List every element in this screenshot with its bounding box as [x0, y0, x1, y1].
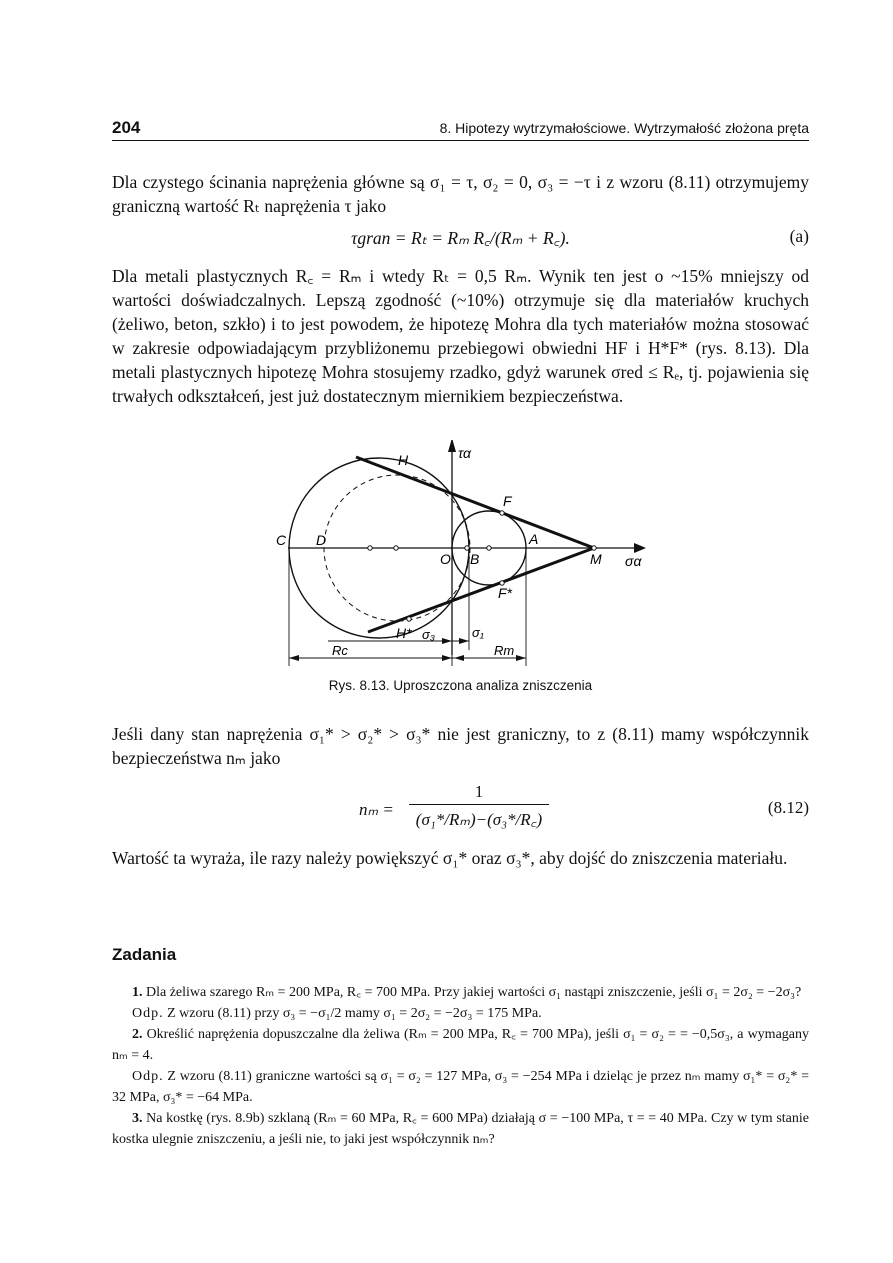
task-2-answer-label: Odp.: [132, 1069, 164, 1084]
equation-8-12-fraction: [409, 782, 549, 830]
label-F: F: [503, 493, 512, 509]
paragraph-4-text: Wartość ta wyraża, ile razy należy powiększyć σ₁* oraz σ₃*, aby dojść do zniszczenia materiału.: [112, 848, 788, 868]
task-3-text: Na kostkę (rys. 8.9b) szklaną (Rₘ = 60 MPa, R꜀ = 600 MPa) działają σ = −100 MPa, τ = = 40 MPa. Czy w tym stanie kostka ulegnie zniszczeniu, a jeśli nie, to jaki jest współczynnik nₘ?: [112, 1111, 809, 1147]
paragraph-1: [112, 170, 809, 218]
tasks-heading: Zadania: [112, 945, 177, 964]
dim-sigma1-arrow: [459, 638, 469, 644]
label-F-star: F*: [498, 585, 512, 601]
equation-8-12-label: (8.12): [767, 798, 809, 817]
task-1-answer: [112, 1003, 809, 1024]
label-tau: τα: [458, 445, 472, 461]
task-3-num: 3.: [132, 1111, 143, 1126]
chapter-title: 8. Hipotezy wytrzymałościowe. Wytrzymałość złożona pręta: [439, 120, 809, 136]
label-M: M: [590, 551, 602, 567]
point-center-2: [394, 546, 398, 550]
sigma-axis-arrow: [634, 543, 646, 553]
paragraph-2: [112, 264, 809, 408]
envelope-upper: [356, 457, 594, 548]
page-number: 204: [112, 118, 141, 137]
dim-sigma3-arrow: [442, 638, 452, 644]
dim-Rm-arrow-left: [454, 655, 464, 661]
label-C: C: [276, 532, 287, 548]
point-F: [500, 511, 504, 515]
task-3: [112, 1108, 809, 1150]
label-D: D: [316, 532, 327, 548]
label-H: H: [398, 452, 409, 468]
point-center-3: [487, 546, 491, 550]
label-sigma1: σ₁: [472, 625, 484, 640]
task-1-num: 1.: [132, 985, 143, 1000]
label-O: O: [440, 551, 451, 567]
paragraph-4: [112, 846, 809, 870]
equation-8-12-denominator: (σ₁*/Rₘ)−(σ₃*/R꜀): [415, 810, 543, 829]
point-H-star: [407, 617, 411, 621]
point-center: [368, 546, 372, 550]
task-2-num: 2.: [132, 1027, 143, 1042]
tasks-list: [112, 982, 809, 1150]
label-B: B: [470, 551, 480, 567]
dim-Rc-arrow-left: [289, 655, 299, 661]
equation-8-12: [112, 782, 809, 842]
mohr-diagram: [272, 440, 692, 672]
task-1-answer-label: Odp.: [132, 1006, 164, 1021]
label-A: A: [529, 531, 539, 547]
equation-8-12-lhs: nₘ =: [359, 800, 394, 819]
figure-mohr-circles: [272, 440, 692, 677]
task-2: [112, 1024, 809, 1066]
tau-axis-arrow: [448, 440, 456, 452]
point-M: [592, 546, 596, 550]
paragraph-1-text: Dla czystego ścinania naprężenia główne są σ₁ = τ, σ₂ = 0, σ₃ = −τ i z wzoru (8.11) otrzymujemy graniczną wartość Rₜ naprężenia τ jako: [112, 172, 809, 216]
task-1-text: Dla żeliwa szarego Rₘ = 200 MPa, R꜀ = 700 MPa. Przy jakiej wartości σ₁ nastąpi zniszczenie, jeśli σ₁ = 2σ₂ = −2σ₃?: [146, 985, 802, 1000]
equation-a: [112, 226, 809, 252]
running-header: [112, 118, 809, 141]
equation-a-label: (a): [789, 226, 809, 246]
paragraph-2-text: Dla metali plastycznych R꜀ = Rₘ i wtedy Rₜ = 0,5 Rₘ. Wynik ten jest o ~15% mniejszy od wartości doświadczalnych. Lepszą zgodność (~10%) otrzymuje się dla materiałów kruchych (żeliwo, beton, szkło) i to jest powodem, że hipotezę Mohra dla tych materiałów można stosować w zakresie odpowiadającym przybliżonemu przebiegowi obwiedni HF i H*F* (rys. 8.13). Dla metali plastycznych hipotezę Mohra stosujemy rzadko, gdyż warunek σred ≤ Rₑ, tj. pojawienia się trwałych odkształceń, jest już dostatecznym miernikiem bezpieczeństwa.: [112, 266, 809, 406]
equation-a-formula: τgran = Rₜ = Rₘ R꜀/(Rₘ + R꜀).: [351, 228, 570, 248]
label-sigma: σα: [625, 553, 642, 569]
label-Rc: Rc: [332, 643, 348, 658]
label-Rm: Rm: [494, 643, 515, 658]
task-1: [112, 982, 809, 1003]
task-2-answer-text: Z wzoru (8.11) graniczne wartości są σ₁ = σ₂ = 127 MPa, σ₃ = −254 MPa i dzieląc je przez nₘ mamy σ₁* = σ₂* = 32 MPa, σ₃* = −64 MPa.: [112, 1069, 809, 1105]
paragraph-3: [112, 722, 809, 770]
dim-Rc-arrow-right: [442, 655, 452, 661]
task-2-answer: [112, 1066, 809, 1108]
task-1-answer-text: Z wzoru (8.11) przy σ₃ = −σ₁/2 mamy σ₁ = 2σ₂ = −2σ₃ = 175 MPa.: [167, 1006, 542, 1021]
dim-Rm-arrow-right: [516, 655, 526, 661]
paragraph-3-text: Jeśli dany stan naprężenia σ₁* > σ₂* > σ₃* nie jest graniczny, to z (8.11) mamy współczynnik bezpieczeństwa nₘ jako: [112, 724, 809, 768]
envelope-lower: [368, 548, 594, 632]
equation-8-12-numerator: 1: [409, 782, 549, 805]
label-H-star: H*: [396, 625, 412, 641]
task-2-text: Określić naprężenia dopuszczalne dla żeliwa (Rₘ = 200 MPa, R꜀ = 700 MPa), jeśli σ₁ = σ₂ = = −0,5σ₃, a wymagany nₘ = 4.: [112, 1027, 809, 1063]
figure-caption: Rys. 8.13. Uproszczona analiza zniszczenia: [328, 678, 593, 693]
label-sigma3: σ₃: [422, 627, 435, 642]
point-B: [465, 546, 469, 550]
